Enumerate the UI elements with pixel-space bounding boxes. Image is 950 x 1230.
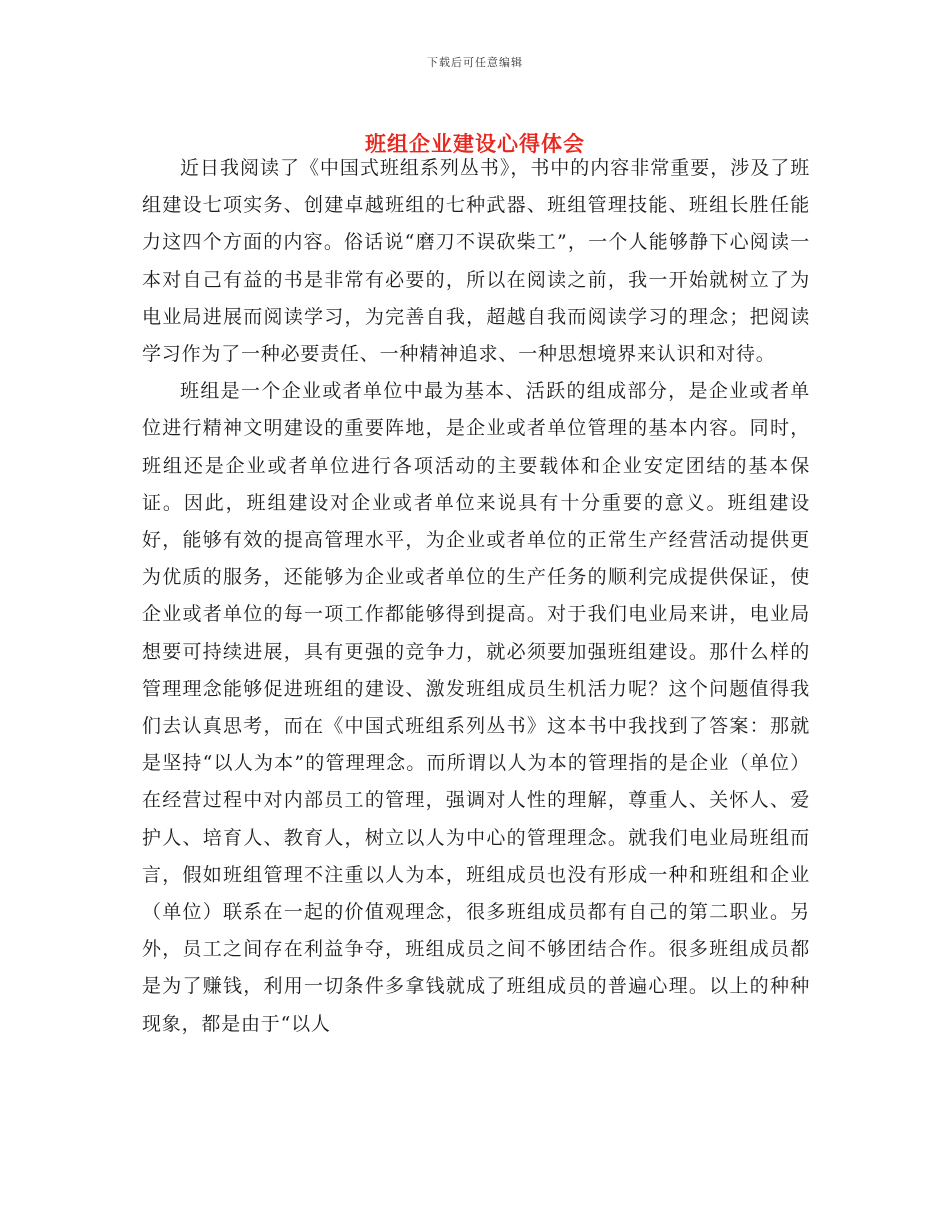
document-title: 班组企业建设心得体会 (365, 131, 585, 157)
body-paragraph-1: 近日我阅读了《中国式班组系列丛书》，书中的内容非常重要，涉及了班组建设七项实务、创建卓越班组的七种武器、班组管理技能、班组长胜任能力这四个方面的内容。俗话说“磨刀不误砍柴工”，一个人能够静下心阅读一本对自己有益的书是非常有必要的，所以在阅读之前，我一开始就树立了为电业局进展而阅读学习，为完善自我，超越自我而阅读学习的理念；把阅读学习作为了一种必要责任、一种精神追求、一种思想境界来认识和对待。 (142, 157, 810, 366)
document-body (142, 150, 810, 1043)
page-header-note: 下载后可任意编辑 (427, 56, 523, 69)
body-paragraph-2: 班组是一个企业或者单位中最为基本、活跃的组成部分，是企业或者单位进行精神文明建设的重要阵地，是企业或者单位管理的基本内容。同时，班组还是企业或者单位进行各项活动的主要载体和企业安定团结的基本保证。因此，班组建设对企业或者单位来说具有十分重要的意义。班组建设好，能够有效的提高管理水平，为企业或者单位的正常生产经营活动提供更为优质的服务，还能够为企业或者单位的生产任务的顺利完成提供保证，使企业或者单位的每一项工作都能够得到提高。对于我们电业局来讲，电业局想要可持续进展，具有更强的竞争力，就必须要加强班组建设。那什么样的管理理念能够促进班组的建设、激发班组成员生机活力呢？这个问题值得我们去认真思考，而在《中国式班组系列丛书》这本书中我找到了答案：那就是坚持“以人为本”的管理理念。而所谓以人为本的管理指的是企业（单位）在经营过程中对内部员工的管理，强调对人性的理解，尊重人、关怀人、爱护人、培育人、教育人，树立以人为中心的管理理念。就我们电业局班组而言，假如班组管理不注重以人为本，班组成员也没有形成一种和班组和企业（单位）联系在一起的价值观理念，很多班组成员都有自己的第二职业。另外，员工之间存在利益争夺，班组成员之间不够团结合作。很多班组成员都是为了赚钱，利用一切条件多拿钱就成了班组成员的普遍心理。以上的种种现象，都是由于“以人 (142, 380, 810, 1035)
